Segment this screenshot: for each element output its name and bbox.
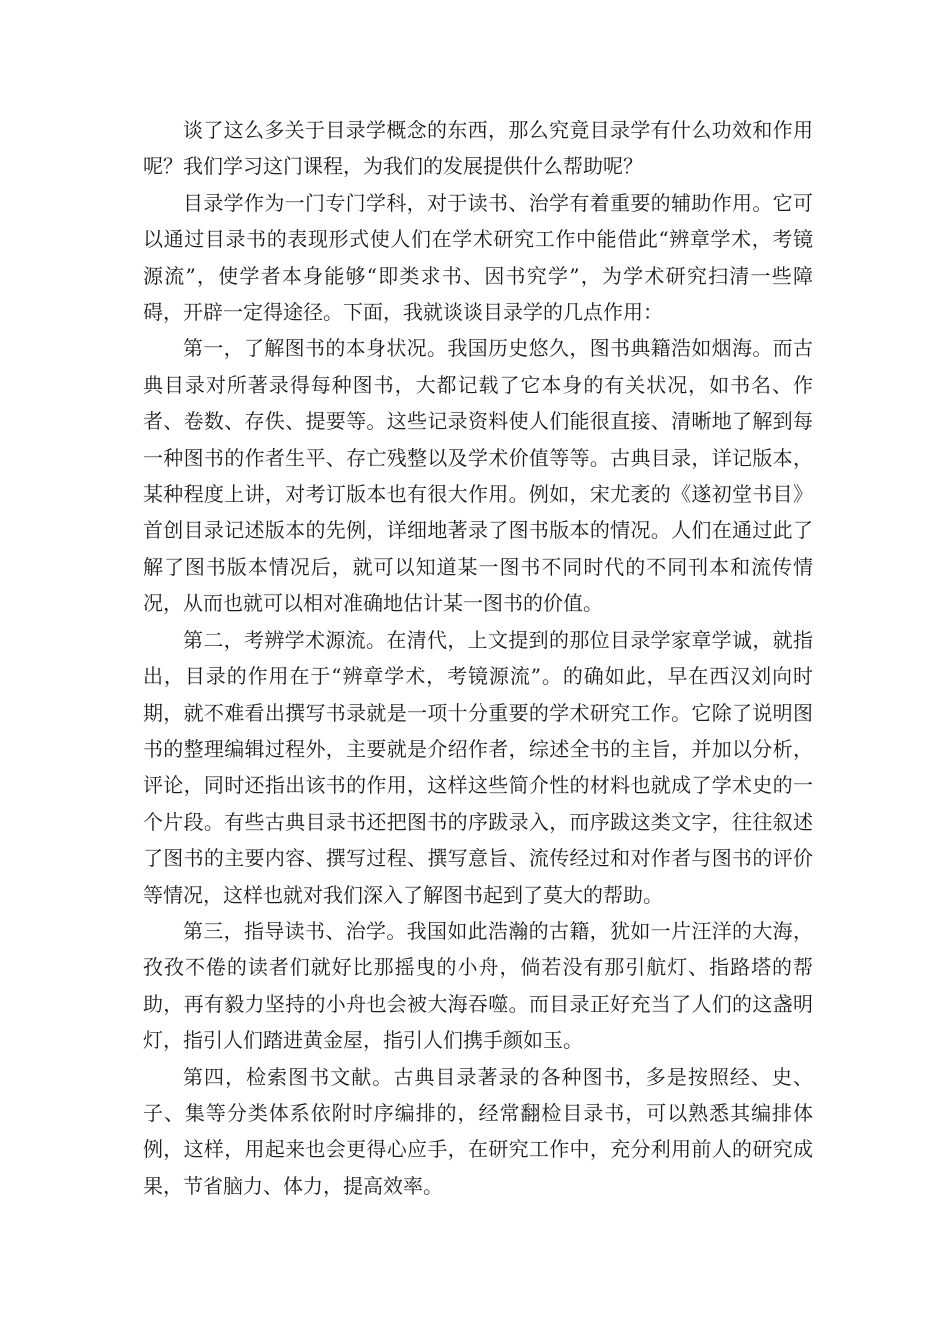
- document-body: [143, 112, 813, 1204]
- paragraph-overview: 目录学作为一门专门学科，对于读书、治学有着重要的辅助作用。它可以通过目录书的表现形式使人们在学术研究工作中能借此“辨章学术，考镜源流”，使学者本身能够“即类求书、因书究学”，为学术研究扫清一些障碍，开辟一定得途径。下面，我就谈谈目录学的几点作用：: [143, 190, 813, 325]
- paragraph-intro: 谈了这么多关于目录学概念的东西，那么究竟目录学有什么功效和作用呢？我们学习这门课程，为我们的发展提供什么帮助呢？: [143, 118, 813, 179]
- paragraph-point-4: 第四，检索图书文献。古典目录著录的各种图书，多是按照经、史、子、集等分类体系依附时序编排的，经常翻检目录书，可以熟悉其编排体例，这样，用起来也会更得心应手，在研究工作中，充分利用前人的研究成果，节省脑力、体力，提高效率。: [143, 1064, 813, 1198]
- paragraph-point-3: 第三，指导读书、治学。我国如此浩瀚的古籍，犹如一片汪洋的大海，孜孜不倦的读者们就好比那摇曳的小舟，倘若没有那引航灯、指路塔的帮助，再有毅力坚持的小舟也会被大海吞噬。而目录正好充当了人们的这盏明灯，指引人们踏进黄金屋，指引人们携手颜如玉。: [143, 918, 813, 1053]
- paragraph-point-1: 第一，了解图书的本身状况。我国历史悠久，图书典籍浩如烟海。而古典目录对所著录得每种图书，大都记载了它本身的有关状况，如书名、作者、卷数、存佚、提要等。这些记录资料使人们能很直接、清晰地了解到每一种图书的作者生平、存亡残整以及学术价值等等。古典目录，详记版本，某种程度上讲，对考订版本也有很大作用。例如，宋尤袤的《遂初堂书目》首创目录记述版本的先例，详细地著录了图书版本的情况。人们在通过此了解了图书版本情况后，就可以知道某一图书不同时代的不同刊本和流传情况，从而也就可以相对准确地估计某一图书的价值。: [143, 336, 813, 616]
- paragraph-point-2: 第二，考辨学术源流。在清代，上文提到的那位目录学家章学诚，就指出，目录的作用在于“辨章学术，考镜源流”。的确如此，早在西汉刘向时期，就不难看出撰写书录就是一项十分重要的学术研究工作。它除了说明图书的整理编辑过程外，主要就是介绍作者，综述全书的主旨，并加以分析，评论，同时还指出该书的作用，这样这些简介性的材料也就成了学术史的一个片段。有些古典目录书还把图书的序跋录入，而序跋这类文字，往往叙述了图书的主要内容、撰写过程、撰写意旨、流传经过和对作者与图书的评价等情况，这样也就对我们深入了解图书起到了莫大的帮助。: [143, 627, 813, 907]
